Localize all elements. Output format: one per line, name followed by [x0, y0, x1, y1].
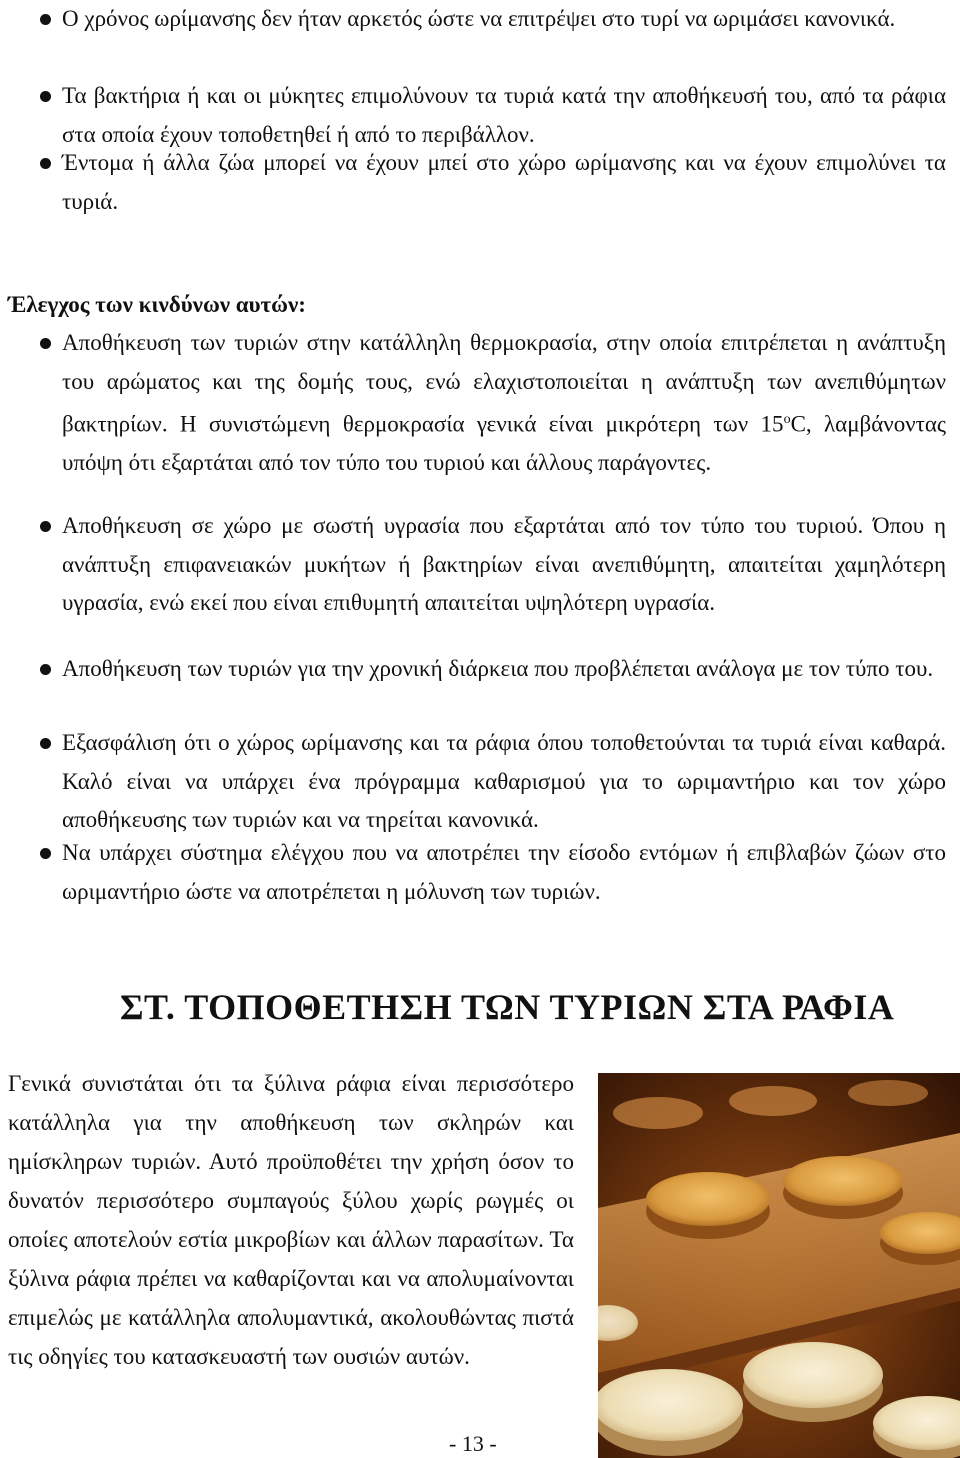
- cause-item: Τα βακτήρια ή και οι μύκητες επιμολύνουν τα τυριά κατά την αποθήκευσή του, από τα ράφια στα οποία έχουν τοποθετηθεί ή από το περιβάλλον.: [62, 77, 946, 154]
- cause-item: Ο χρόνος ωρίμανσης δεν ήταν αρκετός ώστε να επιτρέψει στο τυρί να ωριμάσει κανονικά.: [62, 0, 946, 39]
- control-item: Αποθήκευση των τυριών για την χρονική διάρκεια που προβλέπεται ανάλογα με τον τύπο του.: [62, 650, 946, 689]
- section-title: ΣΤ. ΤΟΠΟΘΕΤΗΣΗ ΤΩΝ ΤΥΡΙΩΝ ΣΤΑ ΡΑΦΙΑ: [120, 987, 895, 1027]
- control-item: [62, 324, 946, 483]
- page-number: - 13 -: [449, 1431, 497, 1456]
- control-item-text: C, λαμβάνοντας υπόψη ότι εξαρτάται από τον τύπο του τυριού και άλλους παράγοντες.: [62, 411, 946, 476]
- cheese-shelves-photo: [598, 1073, 960, 1458]
- degree-superscript: ο: [783, 412, 791, 427]
- intro-paragraph: Γενικά συνιστάται ότι τα ξύλινα ράφια είναι περισσότερο κατάλληλα για την αποθήκευση των σκληρών και ημίσκληρων τυριών. Αυτό προϋποθέτει την χρήση όσον το δυνατόν περισσότερο συμπαγούς ξύλου χωρίς ρωγμές οι οποίες αποτελούν εστία μικροβίων και άλλων παρασίτων. Τα ξύλινα ράφια πρέπει να καθαρίζονται και να απολυμαίνονται επιμελώς με κατάλληλα απολυμαντικά, ακολουθώντας πιστά τις οδηγίες του κατασκευαστή των ουσιών αυτών.: [8, 1071, 574, 1369]
- control-item: Να υπάρχει σύστημα ελέγχου που να αποτρέπει την είσοδο εντόμων ή επιβλαβών ζώων στο ωριμαντήριο ώστε να αποτρέπεται η μόλυνση των τυριών.: [62, 834, 946, 911]
- control-heading: Έλεγχος των κινδύνων αυτών:: [8, 292, 306, 317]
- control-item: Αποθήκευση σε χώρο με σωστή υγρασία που εξαρτάται από τον τύπο του τυριού. Όπου η ανάπτυξη επιφανειακών μυκήτων ή βακτηρίων είναι ανεπιθύμητη, απαιτείται χαμηλότερη υγρασία, ενώ εκεί που είναι επιθυμητή απαιτείται υψηλότερη υγρασία.: [62, 507, 946, 623]
- control-item-text: Αποθήκευση των τυριών στην κατάλληλη θερμοκρασία, στην οποία επιτρέπεται η ανάπτυξη του αρώματος και της δομής τους, ενώ ελαχιστοποιείται η ανάπτυξη των ανεπιθύμητων βακτηρίων. Η συνιστώμενη θερμοκρασία γενικά είναι μικρότερη των 15: [62, 330, 946, 437]
- cause-item: Έντομα ή άλλα ζώα μπορεί να έχουν μπεί στο χώρο ωρίμανσης και να έχουν επιμολύνει τα τυριά.: [62, 144, 946, 221]
- control-item: Εξασφάλιση ότι ο χώρος ωρίμανσης και τα ράφια όπου τοποθετούνται τα τυριά είναι καθαρά. Καλό είναι να υπάρχει ένα πρόγραμμα καθαρισμού για το ωριμαντήριο και τον χώρο αποθήκευσης των τυριών και να τηρείται κανονικά.: [62, 724, 946, 840]
- cheese-shelves-image: [598, 1073, 960, 1458]
